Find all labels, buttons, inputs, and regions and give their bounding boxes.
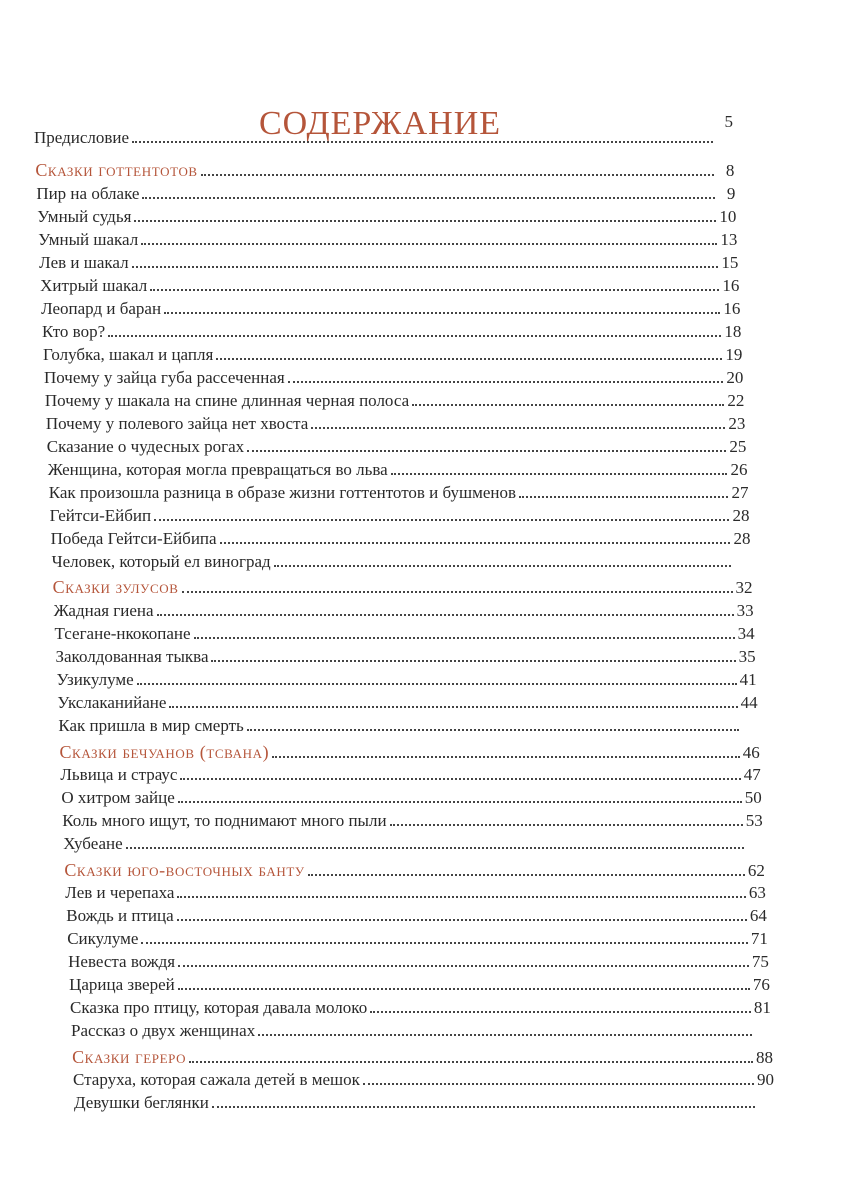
page-number: 44 xyxy=(740,693,758,712)
toc-entry xyxy=(60,763,760,787)
section-title: Сказки готтентотов xyxy=(35,160,198,180)
toc-entry xyxy=(63,832,763,856)
page-number: 32 xyxy=(735,578,753,597)
dot-leader xyxy=(141,942,747,944)
dot-leader xyxy=(288,381,724,383)
page-number: 90 xyxy=(756,1070,774,1089)
entry-title: Укслаканийане xyxy=(57,693,167,712)
entry-title: Леопард и баран xyxy=(41,299,162,318)
toc-section-heading xyxy=(72,1045,773,1069)
toc-entry xyxy=(45,389,745,413)
page-number: 63 xyxy=(748,883,766,902)
entry-title: Коль много ищут, то поднимают много пыли xyxy=(62,811,387,830)
toc-entry xyxy=(36,182,735,206)
dot-leader xyxy=(177,919,747,921)
toc-entry xyxy=(49,481,749,505)
entry-title: Гейтси-Ейбип xyxy=(49,506,152,525)
page-number: 13 xyxy=(720,230,738,249)
toc-entry xyxy=(55,622,755,646)
page-number: 27 xyxy=(731,483,749,502)
entry-title: Умный судья xyxy=(37,207,132,226)
page-number: 26 xyxy=(730,460,748,479)
page-number: 19 xyxy=(725,345,743,364)
page-number: 10 xyxy=(719,207,737,226)
dot-leader xyxy=(272,756,740,758)
dot-leader xyxy=(132,141,713,143)
dot-leader xyxy=(132,266,719,268)
dot-leader xyxy=(134,220,716,222)
section-title: Сказки зулусов xyxy=(52,577,179,597)
page-number: 35 xyxy=(738,647,756,666)
page-number: 76 xyxy=(752,975,770,994)
toc-entry xyxy=(68,950,769,974)
page-number: 46 xyxy=(742,743,760,762)
dot-leader xyxy=(212,1106,755,1108)
page-number: 47 xyxy=(743,765,761,784)
page-number: 15 xyxy=(721,253,739,272)
page-number: 22 xyxy=(727,391,745,410)
page-number: 75 xyxy=(751,952,769,971)
dot-leader xyxy=(189,1061,753,1063)
dot-leader xyxy=(180,778,740,780)
toc-entry xyxy=(43,343,742,367)
toc-entry xyxy=(74,1091,775,1115)
dot-leader xyxy=(311,427,725,429)
page-number: 41 xyxy=(739,670,757,689)
dot-leader xyxy=(370,1011,751,1013)
dot-leader xyxy=(178,801,742,803)
dot-leader xyxy=(154,519,729,521)
page-number: 5 xyxy=(724,112,733,131)
entry-title: Почему у полевого зайца нет хвоста xyxy=(45,414,309,433)
toc-section-heading xyxy=(59,740,759,764)
toc-entry xyxy=(39,251,738,275)
dot-leader xyxy=(216,358,722,360)
entry-title: Как произошла разница в образе жизни готтентотов и бушменов xyxy=(48,483,517,502)
entry-title: Предисловие xyxy=(34,128,130,147)
page-number: 81 xyxy=(753,998,771,1017)
entry-title: Львица и страус xyxy=(60,765,178,784)
page-number: 16 xyxy=(722,276,740,295)
entry-title: Девушки беглянки xyxy=(74,1093,209,1112)
page-number: 9 xyxy=(726,184,736,203)
dot-leader xyxy=(182,591,733,593)
toc-section-heading xyxy=(35,158,734,182)
toc-entry xyxy=(48,458,748,482)
toc-entry xyxy=(66,904,767,928)
dot-leader xyxy=(247,729,739,731)
page-number: 20 xyxy=(726,368,744,387)
toc-entry xyxy=(61,786,761,810)
section-title: Сказки юго-восточных банту xyxy=(64,860,305,880)
dot-leader xyxy=(169,706,737,708)
toc-entry xyxy=(38,228,737,252)
entry-title: Жадная гиена xyxy=(53,601,154,620)
entry-title: Хубеане xyxy=(63,834,123,853)
entry-title: Женщина, которая могла превращаться во льва xyxy=(47,460,388,479)
section-title: Сказки гереро xyxy=(72,1047,187,1067)
toc-entry xyxy=(46,412,746,436)
dot-leader xyxy=(391,473,728,475)
dot-leader xyxy=(178,988,750,990)
entry-title: Рассказ о двух женщинах xyxy=(71,1021,256,1040)
toc-entry xyxy=(71,1019,772,1043)
entry-title: Почему у зайца губа рассеченная xyxy=(43,368,285,387)
toc-entry xyxy=(69,973,770,997)
entry-title: Умный шакал xyxy=(38,230,139,249)
toc-entry xyxy=(44,366,743,390)
page-number: 64 xyxy=(749,906,767,925)
entry-title: Царица зверей xyxy=(69,975,175,994)
entry-title: Узикулуме xyxy=(56,670,134,689)
dot-leader xyxy=(363,1083,754,1085)
entry-title: Невеста вождя xyxy=(68,952,176,971)
toc-entry xyxy=(41,297,740,321)
dot-leader xyxy=(519,496,728,498)
section-title: Сказки бечуанов (тсвана) xyxy=(59,742,270,762)
entry-title: Сказание о чудесных рогах xyxy=(46,437,245,456)
dot-leader xyxy=(126,847,744,849)
toc-entry xyxy=(37,205,736,229)
page-number: 62 xyxy=(747,861,765,880)
dot-leader xyxy=(178,965,749,967)
entry-title: Победа Гейтси-Ейбипа xyxy=(50,529,217,548)
entry-title: Вождь и птица xyxy=(66,906,174,925)
toc-entry xyxy=(40,274,739,298)
toc-entry xyxy=(58,714,758,738)
page-number: 53 xyxy=(745,811,763,830)
dot-leader xyxy=(220,542,731,544)
dot-leader xyxy=(308,874,745,876)
dot-leader xyxy=(258,1034,752,1036)
dot-leader xyxy=(390,824,743,826)
toc-entry xyxy=(47,435,747,459)
entry-title: Сикулуме xyxy=(67,929,139,948)
toc-entry xyxy=(52,550,752,574)
dot-leader xyxy=(201,174,715,176)
entry-title: Кто вор? xyxy=(42,322,106,341)
dot-leader xyxy=(141,243,717,245)
toc-entry xyxy=(57,691,757,715)
entry-title: Тсегане-нкокопане xyxy=(54,624,191,643)
entry-title: О хитром зайце xyxy=(61,788,175,807)
page-number: 23 xyxy=(728,414,746,433)
toc-entry xyxy=(67,927,768,951)
toc-section-heading xyxy=(64,858,765,882)
toc-entry xyxy=(65,881,766,905)
toc-entry xyxy=(70,996,771,1020)
entry-title: Лев и шакал xyxy=(39,253,129,272)
toc-entry xyxy=(42,320,741,344)
dot-leader xyxy=(274,565,732,567)
dot-leader xyxy=(177,896,745,898)
dot-leader xyxy=(142,197,715,199)
dot-leader xyxy=(137,683,737,685)
dot-leader xyxy=(108,335,721,337)
entry-title: Голубка, шакал и цапля xyxy=(42,345,214,364)
page-number: 50 xyxy=(744,788,762,807)
page-number: 33 xyxy=(736,601,754,620)
page-number: 34 xyxy=(737,624,755,643)
dot-leader xyxy=(412,404,724,406)
dot-leader xyxy=(157,614,734,616)
toc-entry xyxy=(51,527,751,551)
toc-entry xyxy=(73,1068,774,1092)
page-number: 25 xyxy=(729,437,747,456)
entry-title: Как пришла в мир смерть xyxy=(58,716,244,735)
dot-leader xyxy=(164,312,720,314)
entry-title: Хитрый шакал xyxy=(40,276,148,295)
entry-title: Сказка про птицу, которая давала молоко xyxy=(70,998,368,1017)
page-number: 8 xyxy=(725,161,735,180)
page-number: 88 xyxy=(755,1048,773,1067)
page-number: 16 xyxy=(723,299,741,318)
dot-leader xyxy=(150,289,719,291)
toc-entry xyxy=(50,504,750,528)
toc-entry xyxy=(56,668,756,692)
toc-section-heading xyxy=(53,575,753,599)
entry-title: Человек, который ел виноград xyxy=(51,552,271,571)
entry-title: Почему у шакала на спине длинная черная полоса xyxy=(44,391,410,410)
entry-title: Заколдованная тыква xyxy=(55,647,209,666)
toc-entry xyxy=(62,809,762,833)
page-number: 28 xyxy=(733,529,751,548)
entry-title: Лев и черепаха xyxy=(65,883,175,902)
page-number: 71 xyxy=(750,929,768,948)
page-number: 18 xyxy=(724,322,742,341)
entry-title: Пир на облаке xyxy=(36,184,140,203)
toc-entry xyxy=(56,645,756,669)
page-title: СОДЕРЖАНИЕ xyxy=(258,104,502,142)
dot-leader xyxy=(211,660,735,662)
entry-title: Старуха, которая сажала детей в мешок xyxy=(73,1070,360,1089)
dot-leader xyxy=(194,637,735,639)
toc-entry xyxy=(54,599,754,623)
dot-leader xyxy=(247,450,726,452)
page-number: 28 xyxy=(732,506,750,525)
